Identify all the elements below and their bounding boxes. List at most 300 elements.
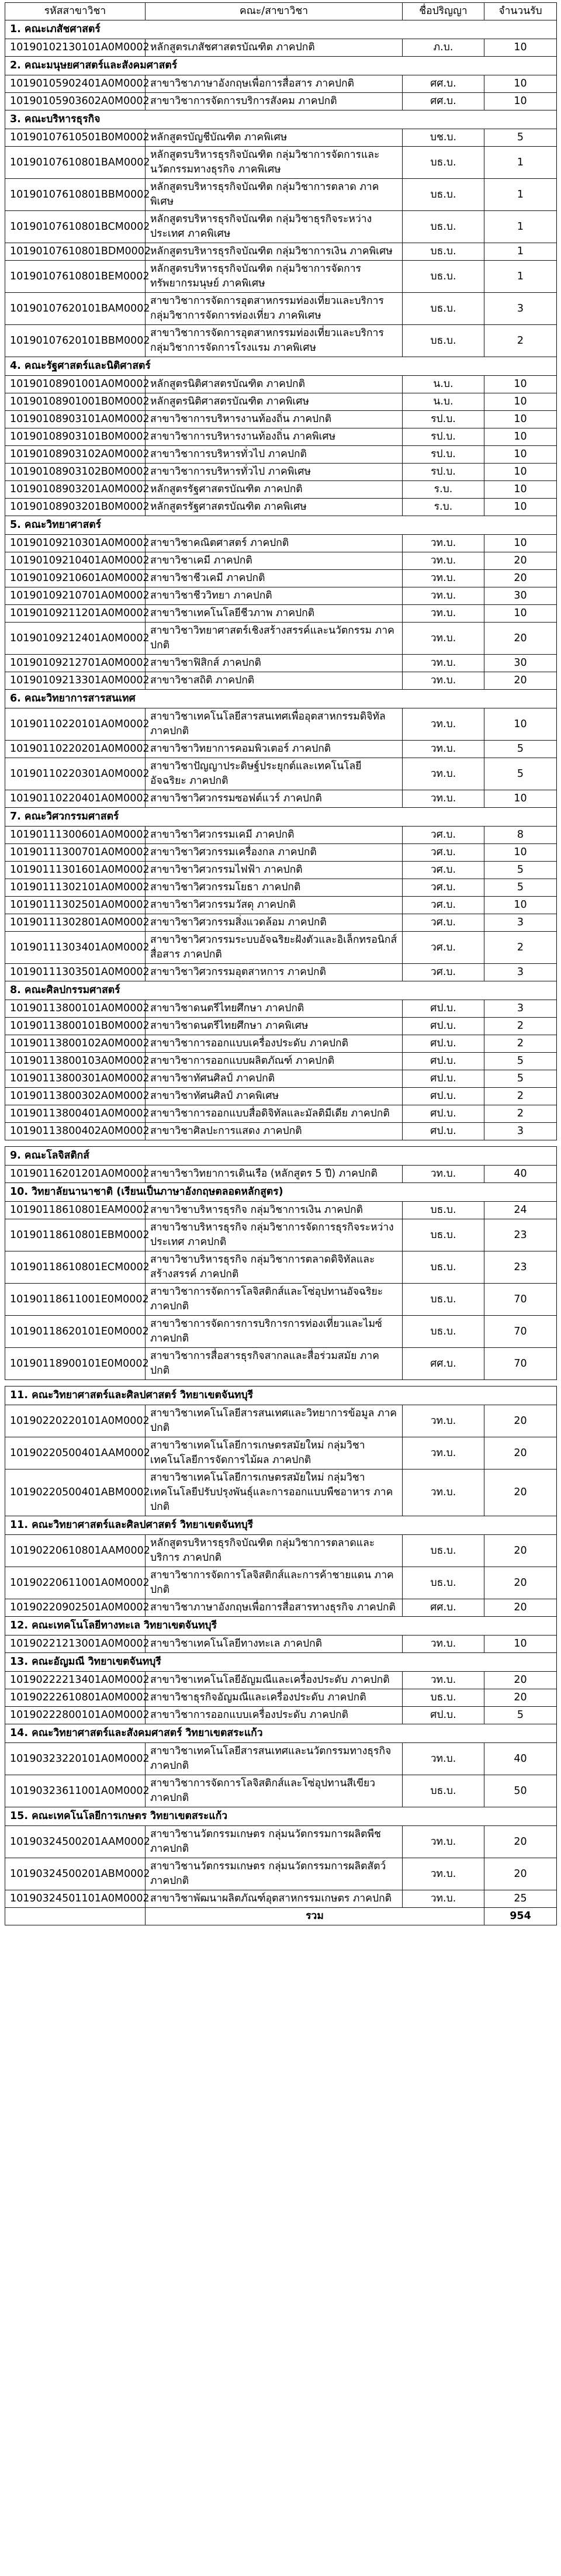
total-count: 954 [484,1908,557,1925]
table-row [5,411,557,428]
program-name: สาขาวิชาวิศวกรรมโยธา ภาคปกติ [146,879,403,897]
program-name: สาขาวิชาเทคโนโลยีอัญมณีและเครื่องประดับ ภาคปกติ [146,1672,403,1689]
table-row [5,446,557,464]
degree-name: วท.บ. [403,1890,484,1908]
program-name: สาขาวิชาศิลปะการแสดง ภาคปกติ [146,1123,403,1140]
program-code: 10190109210401A0M0002 [5,552,146,570]
program-code: 10190323611001A0M0002 [5,1775,146,1807]
seat-count: 5 [484,758,557,790]
program-code: 10190222800101A0M0002 [5,1707,146,1724]
seat-count: 20 [484,552,557,570]
seat-count: 2 [484,932,557,964]
seat-count: 20 [484,1405,557,1437]
degree-name: วท.บ. [403,552,484,570]
program-code: 10190118900101E0M0002 [5,1348,146,1380]
table-header-row [5,3,557,20]
program-name: สาขาวิชาการออกแบบผลิตภัณฑ์ ภาคปกติ [146,1053,403,1070]
seat-count: 20 [484,1599,557,1617]
table-row [5,897,557,914]
table-row [5,1890,557,1908]
program-code: 10190113800101A0M0002 [5,1000,146,1018]
seat-count: 1 [484,147,557,179]
table-row [5,1105,557,1123]
program-name: สาขาวิชาเทคโนโลยีสารสนเทศเพื่ออุตสาหกรรมดิจิทัล ภาคปกติ [146,708,403,741]
seat-count: 10 [484,428,557,446]
table-row [5,1018,557,1035]
table-row [5,964,557,981]
degree-name: วท.บ. [403,790,484,808]
table-row [5,1348,557,1380]
section-header-row [5,1724,557,1743]
table-row [5,481,557,499]
program-code: 10190220611001A0M0002 [5,1567,146,1599]
program-name: สาขาวิชาดนตรีไทยศึกษา ภาคพิเศษ [146,1018,403,1035]
degree-name: วท.บ. [403,655,484,672]
seat-count: 24 [484,1202,557,1219]
table-row [5,879,557,897]
table-row [5,393,557,411]
table-row [5,1743,557,1775]
seat-count: 23 [484,1219,557,1251]
table-row [5,605,557,623]
degree-name: ศศ.บ. [403,1599,484,1617]
program-code: 10190113800101B0M0002 [5,1018,146,1035]
table-row [5,376,557,393]
degree-name: รป.บ. [403,411,484,428]
degree-name: บธ.บ. [403,293,484,325]
section-header-row [5,516,557,535]
table-row [5,129,557,147]
program-code: 10190118610801EAM0002 [5,1202,146,1219]
program-code: 10190111302101A0M0002 [5,879,146,897]
table-row [5,464,557,481]
section-header-row [5,57,557,75]
degree-name: วศ.บ. [403,914,484,932]
program-name: สาขาวิชาเทคโนโลยีทางทะเล ภาคปกติ [146,1635,403,1653]
seat-count: 10 [484,605,557,623]
degree-name: ศป.บ. [403,1707,484,1724]
degree-name: ศป.บ. [403,1105,484,1123]
program-name: สาขาวิชาการออกแบบเครื่องประดับ ภาคปกติ [146,1707,403,1724]
seat-count: 1 [484,211,557,243]
seat-count: 10 [484,446,557,464]
seat-count: 10 [484,844,557,862]
program-code: 10190323220101A0M0002 [5,1743,146,1775]
section-header-row [5,1807,557,1826]
section-gap-cell [5,1140,557,1147]
degree-name: บธ.บ. [403,1251,484,1284]
table-row [5,1166,557,1183]
degree-name: วศ.บ. [403,844,484,862]
program-code: 10190108903101A0M0002 [5,411,146,428]
table-row [5,1035,557,1053]
program-name: สาขาวิชาการบริหารทั่วไป ภาคปกติ [146,446,403,464]
section-gap [5,1140,557,1147]
seat-count: 5 [484,129,557,147]
degree-name: ร.บ. [403,499,484,516]
program-name: หลักสูตรนิติศาสตรบัณฑิต ภาคพิเศษ [146,393,403,411]
program-name: สาขาวิชาดนตรีไทยศึกษา ภาคปกติ [146,1000,403,1018]
program-name: สาขาวิชาสถิติ ภาคปกติ [146,672,403,690]
seat-count: 10 [484,481,557,499]
program-code: 10190222610801A0M0002 [5,1689,146,1707]
seat-count: 20 [484,672,557,690]
seat-count: 40 [484,1166,557,1183]
seat-count: 30 [484,587,557,605]
seat-count: 3 [484,293,557,325]
degree-name: วท.บ. [403,1826,484,1858]
table-row [5,741,557,758]
program-code: 10190107620101BBM0002 [5,325,146,357]
program-code: 10190110220301A0M0002 [5,758,146,790]
table-row [5,623,557,655]
seat-count: 10 [484,75,557,93]
seat-count: 10 [484,708,557,741]
header-program: คณะ/สาขาวิชา [146,3,403,20]
section-title: 10. วิทยาลัยนานาชาติ (เรียนเป็นภาษาอังกฤษตลอดหลักสูตร) [5,1183,557,1202]
section-header-row [5,110,557,129]
table-row [5,1858,557,1890]
section-gap-cell [5,1380,557,1386]
program-code: 10190108903101B0M0002 [5,428,146,446]
program-name: หลักสูตรบริหารธุรกิจบัณฑิต กลุ่มวิชาการเงิน ภาคพิเศษ [146,243,403,261]
table-row [5,75,557,93]
program-code: 10190324501101A0M0002 [5,1890,146,1908]
degree-name: ศศ.บ. [403,93,484,110]
seat-count: 10 [484,464,557,481]
program-name: สาขาวิชาพัฒนาผลิตภัณฑ์อุตสาหกรรมเกษตร ภาคปกติ [146,1890,403,1908]
degree-name: ร.บ. [403,481,484,499]
degree-name: วท.บ. [403,741,484,758]
program-name: สาขาวิชาทัศนศิลป์ ภาคพิเศษ [146,1088,403,1105]
program-code: 10190109210601A0M0002 [5,570,146,587]
program-name: หลักสูตรบริหารธุรกิจบัณฑิต กลุ่มวิชาการจัดการทรัพยากรมนุษย์ ภาคพิเศษ [146,261,403,293]
seat-count: 10 [484,535,557,552]
section-title: 14. คณะวิทยาศาสตร์และสังคมศาสตร์ วิทยาเขตสระแก้ว [5,1724,557,1743]
section-title: 3. คณะบริหารธุรกิจ [5,110,557,129]
program-name: สาขาวิชาภาษาอังกฤษเพื่อการสื่อสาร ภาคปกติ [146,75,403,93]
header-count: จำนวนรับ [484,3,557,20]
degree-name: ศป.บ. [403,1053,484,1070]
seat-count: 5 [484,741,557,758]
program-code: 10190220500401ABM0002 [5,1469,146,1516]
total-row [5,1908,557,1925]
degree-name: วท.บ. [403,1743,484,1775]
program-name: สาขาวิชาวิศวกรรมเครื่องกล ภาคปกติ [146,844,403,862]
seat-count: 5 [484,862,557,879]
section-header-row [5,808,557,827]
program-name: สาขาวิชาการบริหารงานท้องถิ่น ภาคปกติ [146,411,403,428]
section-title: 13. คณะอัญมณี วิทยาเขตจันทบุรี [5,1653,557,1672]
section-title: 11. คณะวิทยาศาสตร์และศิลปศาสตร์ วิทยาเขตจันทบุรี [5,1386,557,1405]
program-code: 10190220610801AAM0002 [5,1535,146,1567]
program-code: 10190113800102A0M0002 [5,1035,146,1053]
degree-name: ศศ.บ. [403,1348,484,1380]
seat-count: 20 [484,623,557,655]
section-gap [5,1380,557,1386]
program-name: สาขาวิชาธุรกิจอัญมณีและเครื่องประดับ ภาคปกติ [146,1689,403,1707]
degree-name: วท.บ. [403,1166,484,1183]
program-code: 10190108903201A0M0002 [5,481,146,499]
program-name: หลักสูตรรัฐศาสตรบัณฑิต ภาคปกติ [146,481,403,499]
program-name: สาขาวิชาชีวเคมี ภาคปกติ [146,570,403,587]
table-row [5,535,557,552]
degree-name: วท.บ. [403,1672,484,1689]
program-name: สาขาวิชาการออกแบบสื่อดิจิทัลและมัลติมีเดีย ภาคปกติ [146,1105,403,1123]
program-code: 10190109211201A0M0002 [5,605,146,623]
program-name: หลักสูตรบริหารธุรกิจบัณฑิต กลุ่มวิชาธุรกิจระหว่างประเทศ ภาคพิเศษ [146,211,403,243]
degree-name: ศป.บ. [403,1035,484,1053]
program-name: สาขาวิชานวัตกรรมเกษตร กลุ่มนวัตกรรมการผลิตสัตว์ ภาคปกติ [146,1858,403,1890]
degree-name: บธ.บ. [403,261,484,293]
degree-name: วท.บ. [403,1405,484,1437]
table-row [5,790,557,808]
program-code: 10190108901001B0M0002 [5,393,146,411]
seat-count: 3 [484,964,557,981]
header-degree: ชื่อปริญญา [403,3,484,20]
table-row [5,1775,557,1807]
program-name: หลักสูตรเภสัชศาสตรบัณฑิต ภาคปกติ [146,39,403,57]
program-name: หลักสูตรบัญชีบัณฑิต ภาคพิเศษ [146,129,403,147]
program-name: สาขาวิชาการจัดการการบริการการท่องเที่ยวและไมซ์ ภาคปกติ [146,1316,403,1348]
quota-table [5,2,557,1925]
program-name: สาขาวิชาฟิสิกส์ ภาคปกติ [146,655,403,672]
seat-count: 10 [484,790,557,808]
degree-name: บธ.บ. [403,1316,484,1348]
degree-name: บช.บ. [403,129,484,147]
program-code: 10190111303401A0M0002 [5,932,146,964]
program-code: 10190105903602A0M0002 [5,93,146,110]
seat-count: 30 [484,655,557,672]
table-row [5,93,557,110]
degree-name: บธ.บ. [403,325,484,357]
program-code: 10190111300601A0M0002 [5,827,146,844]
degree-name: ศศ.บ. [403,75,484,93]
program-code: 10190116201201A0M0002 [5,1166,146,1183]
degree-name: วศ.บ. [403,897,484,914]
seat-count: 2 [484,325,557,357]
seat-count: 40 [484,1743,557,1775]
degree-name: วท.บ. [403,587,484,605]
section-title: 2. คณะมนุษยศาสตร์และสังคมศาสตร์ [5,57,557,75]
program-code: 10190111302801A0M0002 [5,914,146,932]
program-name: สาขาวิชาการจัดการโลจิสติกส์และการค้าชายแดน ภาคปกติ [146,1567,403,1599]
section-title: 5. คณะวิทยาศาสตร์ [5,516,557,535]
table-row [5,758,557,790]
total-spacer [5,1908,146,1925]
seat-count: 10 [484,376,557,393]
program-name: สาขาวิชาวิศวกรรมไฟฟ้า ภาคปกติ [146,862,403,879]
program-code: 10190108903201B0M0002 [5,499,146,516]
program-name: สาขาวิชาวิศวกรรมระบบอัจฉริยะฝังตัวและอิเล็กทรอนิกส์สื่อสาร ภาคปกติ [146,932,403,964]
program-code: 10190118611001E0M0002 [5,1284,146,1316]
seat-count: 5 [484,1053,557,1070]
program-name: หลักสูตรบริหารธุรกิจบัณฑิต กลุ่มวิชาการตลาด ภาคพิเศษ [146,179,403,211]
program-code: 10190118620101E0M0002 [5,1316,146,1348]
program-code: 10190113800302A0M0002 [5,1088,146,1105]
program-code: 10190107610801BEM0002 [5,261,146,293]
table-row [5,1405,557,1437]
degree-name: น.บ. [403,393,484,411]
seat-count: 5 [484,1070,557,1088]
section-header-row [5,1386,557,1405]
table-row [5,243,557,261]
program-code: 10190118610801EBM0002 [5,1219,146,1251]
table-row [5,1000,557,1018]
program-name: สาขาวิชาการจัดการโลจิสติกส์และโซ่อุปทานอัจฉริยะ ภาคปกติ [146,1284,403,1316]
table-row [5,1053,557,1070]
seat-count: 2 [484,1088,557,1105]
seat-count: 5 [484,879,557,897]
degree-name: ภ.บ. [403,39,484,57]
degree-name: วท.บ. [403,1437,484,1469]
table-row [5,293,557,325]
seat-count: 10 [484,411,557,428]
table-row [5,1567,557,1599]
table-row [5,1219,557,1251]
program-code: 10190220220101A0M0002 [5,1405,146,1437]
program-name: หลักสูตรบริหารธุรกิจบัณฑิต กลุ่มวิชาการตลาดและบริการ ภาคปกติ [146,1535,403,1567]
degree-name: บธ.บ. [403,1202,484,1219]
program-code: 10190107620101BAM0002 [5,293,146,325]
table-row [5,1535,557,1567]
table-row [5,428,557,446]
program-code: 10190108903102B0M0002 [5,464,146,481]
seat-count: 23 [484,1251,557,1284]
program-name: สาขาวิชาบริหารธุรกิจ กลุ่มวิชาการเงิน ภาคปกติ [146,1202,403,1219]
seat-count: 20 [484,1469,557,1516]
degree-name: บธ.บ. [403,147,484,179]
seat-count: 1 [484,261,557,293]
program-name: หลักสูตรนิติศาสตรบัณฑิต ภาคปกติ [146,376,403,393]
seat-count: 20 [484,1826,557,1858]
degree-name: ศป.บ. [403,1070,484,1088]
degree-name: วท.บ. [403,623,484,655]
seat-count: 3 [484,1000,557,1018]
table-row [5,1707,557,1724]
degree-name: รป.บ. [403,464,484,481]
degree-name: วท.บ. [403,605,484,623]
seat-count: 10 [484,1635,557,1653]
seat-count: 2 [484,1035,557,1053]
program-code: 10190110220101A0M0002 [5,708,146,741]
table-row [5,1672,557,1689]
program-code: 10190107610801BDM0002 [5,243,146,261]
degree-name: บธ.บ. [403,211,484,243]
seat-count: 25 [484,1890,557,1908]
program-name: สาขาวิชานวัตกรรมเกษตร กลุ่มนวัตกรรมการผลิตพืช ภาคปกติ [146,1826,403,1858]
seat-count: 10 [484,39,557,57]
table-row [5,39,557,57]
degree-name: รป.บ. [403,446,484,464]
seat-count: 20 [484,1437,557,1469]
section-title: 11. คณะวิทยาศาสตร์และศิลปศาสตร์ วิทยาเขตจันทบุรี [5,1516,557,1535]
degree-name: น.บ. [403,376,484,393]
program-name: สาขาวิชาชีววิทยา ภาคปกติ [146,587,403,605]
program-name: สาขาวิชาการจัดการอุตสาหกรรมท่องเที่ยวและบริการ กลุ่มวิชาการจัดการท่องเที่ยว ภาคพิเศษ [146,293,403,325]
program-code: 10190110220201A0M0002 [5,741,146,758]
seat-count: 50 [484,1775,557,1807]
program-code: 10190113800301A0M0002 [5,1070,146,1088]
program-code: 10190220500401AAM0002 [5,1437,146,1469]
table-row [5,587,557,605]
program-name: สาขาวิชาการบริหารทั่วไป ภาคพิเศษ [146,464,403,481]
table-row [5,499,557,516]
degree-name: บธ.บ. [403,1689,484,1707]
program-code: 10190107610501B0M0002 [5,129,146,147]
degree-name: วท.บ. [403,535,484,552]
seat-count: 3 [484,1123,557,1140]
table-row [5,914,557,932]
table-row [5,862,557,879]
program-code: 10190222213401A0M0002 [5,1672,146,1689]
program-code: 10190109212701A0M0002 [5,655,146,672]
seat-count: 10 [484,93,557,110]
section-header-row [5,1617,557,1635]
program-code: 10190220902501A0M0002 [5,1599,146,1617]
program-name: สาขาวิชาการสื่อสารธุรกิจสากลและสื่อร่วมสมัย ภาคปกติ [146,1348,403,1380]
program-code: 10190111301601A0M0002 [5,862,146,879]
program-code: 10190111303501A0M0002 [5,964,146,981]
program-name: สาขาวิชาปัญญาประดิษฐ์ประยุกต์และเทคโนโลยีอัจฉริยะ ภาคปกติ [146,758,403,790]
program-name: สาขาวิชาการจัดการอุตสาหกรรมท่องเที่ยวและบริการ กลุ่มวิชาการจัดการโรงแรม ภาคพิเศษ [146,325,403,357]
program-code: 10190102130101A0M0002 [5,39,146,57]
section-header-row [5,690,557,708]
program-code: 10190221213001A0M0002 [5,1635,146,1653]
program-code: 10190110220401A0M0002 [5,790,146,808]
section-title: 9. คณะโลจิสติกส์ [5,1147,557,1166]
degree-name: วท.บ. [403,1635,484,1653]
seat-count: 10 [484,897,557,914]
program-name: สาขาวิชาคณิตศาสตร์ ภาคปกติ [146,535,403,552]
section-header-row [5,1147,557,1166]
degree-name: บธ.บ. [403,1219,484,1251]
table-row [5,261,557,293]
section-header-row [5,981,557,1000]
seat-count: 8 [484,827,557,844]
seat-count: 20 [484,1535,557,1567]
program-code: 10190109212401A0M0002 [5,623,146,655]
table-row [5,1437,557,1469]
table-row [5,1251,557,1284]
section-header-row [5,1653,557,1672]
program-name: สาขาวิชาวิทยาศาสตร์เชิงสร้างสรรค์และนวัตกรรม ภาคปกติ [146,623,403,655]
program-name: สาขาวิชาทัศนศิลป์ ภาคปกติ [146,1070,403,1088]
program-code: 10190109213301A0M0002 [5,672,146,690]
degree-name: ศป.บ. [403,1018,484,1035]
program-name: สาขาวิชาเทคโนโลยีชีวภาพ ภาคปกติ [146,605,403,623]
seat-count: 10 [484,499,557,516]
section-header-row [5,1516,557,1535]
program-name: สาขาวิชาเทคโนโลยีสารสนเทศและนวัตกรรมทางธุรกิจ ภาคปกติ [146,1743,403,1775]
degree-name: วท.บ. [403,672,484,690]
program-code: 10190111302501A0M0002 [5,897,146,914]
program-name: สาขาวิชาเทคโนโลยีการเกษตรสมัยใหม่ กลุ่มวิชาเทคโนโลยีปรับปรุงพันธุ์และการออกแบบพืชอาหาร ภาคปกติ [146,1469,403,1516]
degree-name: วศ.บ. [403,879,484,897]
degree-name: บธ.บ. [403,1284,484,1316]
degree-name: ศป.บ. [403,1000,484,1018]
program-code: 10190111300701A0M0002 [5,844,146,862]
program-name: สาขาวิชาวิศวกรรมวัสดุ ภาคปกติ [146,897,403,914]
table-row [5,570,557,587]
degree-name: บธ.บ. [403,179,484,211]
program-name: สาขาวิชาวิทยาการเดินเรือ (หลักสูตร 5 ปี) ภาคปกติ [146,1166,403,1183]
program-name: หลักสูตรรัฐศาสตรบัณฑิต ภาคพิเศษ [146,499,403,516]
seat-count: 20 [484,1567,557,1599]
section-header-row [5,1183,557,1202]
section-title: 6. คณะวิทยาการสารสนเทศ [5,690,557,708]
program-name: หลักสูตรบริหารธุรกิจบัณฑิต กลุ่มวิชาการจัดการและนวัตกรรมทางธุรกิจ ภาคพิเศษ [146,147,403,179]
